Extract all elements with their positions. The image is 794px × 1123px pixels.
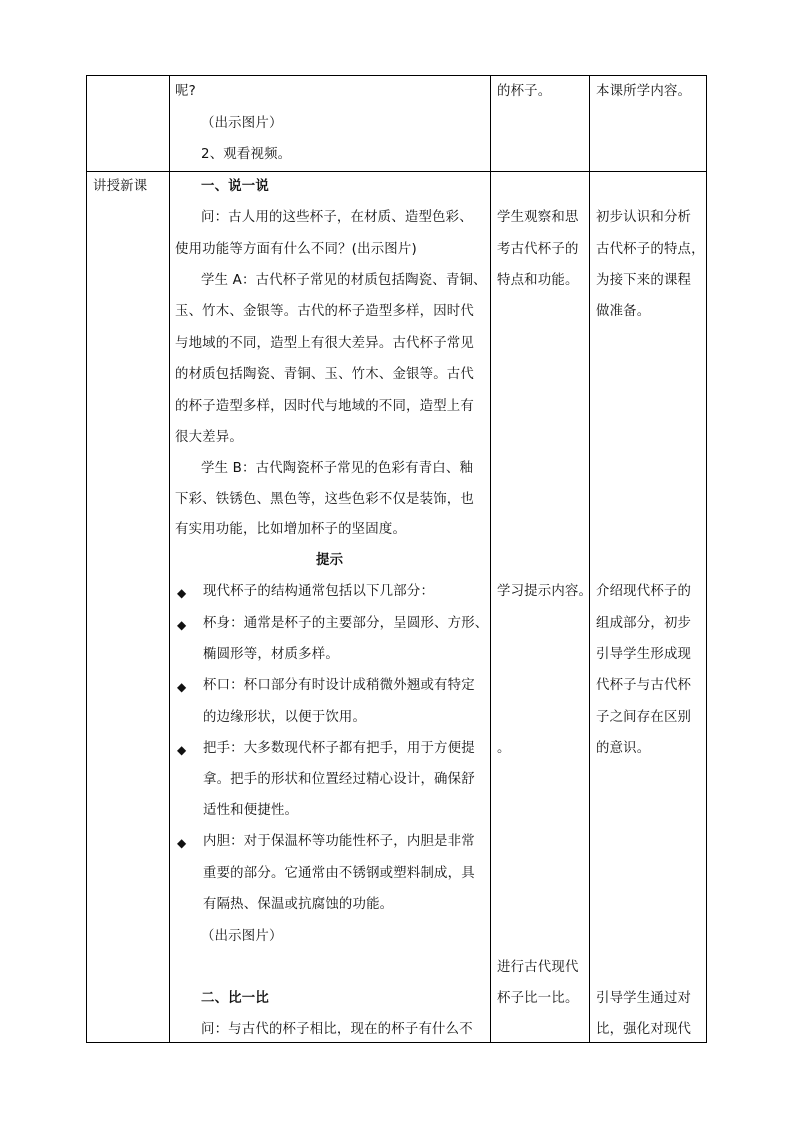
question-line: 使用功能等方面有什么不同？(出示图片) xyxy=(175,242,417,257)
bullet-line: 椭圆形等，材质多样。 xyxy=(203,647,339,662)
row1-text: 2、观看视频。 xyxy=(201,147,292,162)
show-image-note: （出示图片） xyxy=(201,929,283,944)
bullet-line: 杯口：杯口部分有时设计成稍微外翘或有特定 xyxy=(203,678,475,693)
bullet-line: 重要的部分。它通常由不锈钢或塑料制成，具 xyxy=(203,866,475,881)
diamond-bullet-icon: ◆ xyxy=(177,743,187,757)
intent-line: 代杯子与古代杯 xyxy=(596,678,692,693)
intent-line: 引导学生通过对 xyxy=(596,991,692,1006)
activity-line: 特点和功能。 xyxy=(497,273,579,288)
intent-line: 引导学生形成现 xyxy=(596,647,692,662)
student-a-line: 的杯子造型多样，因时代与地域的不同，造型上有 xyxy=(175,399,474,414)
bullet-line: 把手：大多数现代杯子都有把手，用于方便提 xyxy=(203,741,475,756)
diamond-bullet-icon: ◆ xyxy=(177,618,187,632)
question-line: 问：与古代的杯子相比，现在的杯子有什么不 xyxy=(201,1022,473,1037)
activity-line: 学生观察和思 xyxy=(497,210,579,225)
intent-line: 做准备。 xyxy=(596,304,651,319)
student-a-line: 很大差异。 xyxy=(175,430,243,445)
row1-text: 呢? xyxy=(175,84,196,99)
intent-line: 为接下来的课程 xyxy=(596,273,692,288)
column-divider xyxy=(589,76,590,1042)
section-title: 二、比一比 xyxy=(201,991,269,1006)
bullet-line: 适性和便捷性。 xyxy=(203,803,299,818)
intent-line: 比，强化对现代 xyxy=(596,1022,692,1037)
column-divider xyxy=(169,76,170,1042)
diamond-bullet-icon: ◆ xyxy=(177,836,187,850)
row1-intent: 本课所学内容。 xyxy=(596,84,692,99)
activity-line: 考古代杯子的 xyxy=(497,242,579,257)
row-divider xyxy=(87,171,706,172)
student-b-line: 有实用功能，比如增加杯子的坚固度。 xyxy=(175,522,407,537)
activity-line: 学习提示内容。 xyxy=(497,584,593,599)
row1-activity: 的杯子。 xyxy=(497,84,552,99)
column-divider xyxy=(490,76,491,1042)
activity-line: 。 xyxy=(497,741,511,756)
intent-line: 子之间存在区别 xyxy=(596,710,692,725)
bullet-line: 现代杯子的结构通常包括以下几部分： xyxy=(203,584,435,599)
bullet-line: 拿。把手的形状和位置经过精心设计，确保舒 xyxy=(203,772,475,787)
bullet-line: 杯身：通常是杯子的主要部分，呈圆形、方形、 xyxy=(203,616,489,631)
student-b-line: 下彩、铁锈色、黑色等，这些色彩不仅是装饰，也 xyxy=(175,492,474,507)
activity-line: 杯子比一比。 xyxy=(497,991,579,1006)
stage-label: 讲授新课 xyxy=(93,179,148,194)
row1-text: （出示图片） xyxy=(201,116,283,131)
question-line: 问：古人用的这些杯子，在材质、造型色彩、 xyxy=(201,210,473,225)
hint-title: 提示 xyxy=(316,553,344,568)
student-b-line: 学生 B：古代陶瓷杯子常见的色彩有青白、釉 xyxy=(201,461,474,476)
student-a-line: 的材质包括陶瓷、青铜、玉、竹木、金银等。古代 xyxy=(175,367,474,382)
student-a-line: 与地域的不同，造型上有很大差异。古代杯子常见 xyxy=(175,336,474,351)
bullet-line: 有隔热、保温或抗腐蚀的功能。 xyxy=(203,897,394,912)
section-title: 一、说一说 xyxy=(201,179,269,194)
diamond-bullet-icon: ◆ xyxy=(177,680,187,694)
intent-line: 介绍现代杯子的 xyxy=(596,584,692,599)
activity-line: 进行古代现代 xyxy=(497,960,579,975)
student-a-line: 玉、竹木、金银等。古代的杯子造型多样，因时代 xyxy=(175,304,474,319)
intent-line: 古代杯子的特点， xyxy=(596,242,705,257)
student-a-line: 学生 A：古代杯子常见的材质包括陶瓷、青铜、 xyxy=(201,273,487,288)
intent-line: 初步认识和分析 xyxy=(596,210,692,225)
intent-line: 的意识。 xyxy=(596,741,651,756)
intent-line: 组成部分，初步 xyxy=(596,616,692,631)
bullet-line: 的边缘形状，以便于饮用。 xyxy=(203,710,367,725)
bullet-line: 内胆：对于保温杯等功能性杯子，内胆是非常 xyxy=(203,834,475,849)
diamond-bullet-icon: ◆ xyxy=(177,586,187,600)
